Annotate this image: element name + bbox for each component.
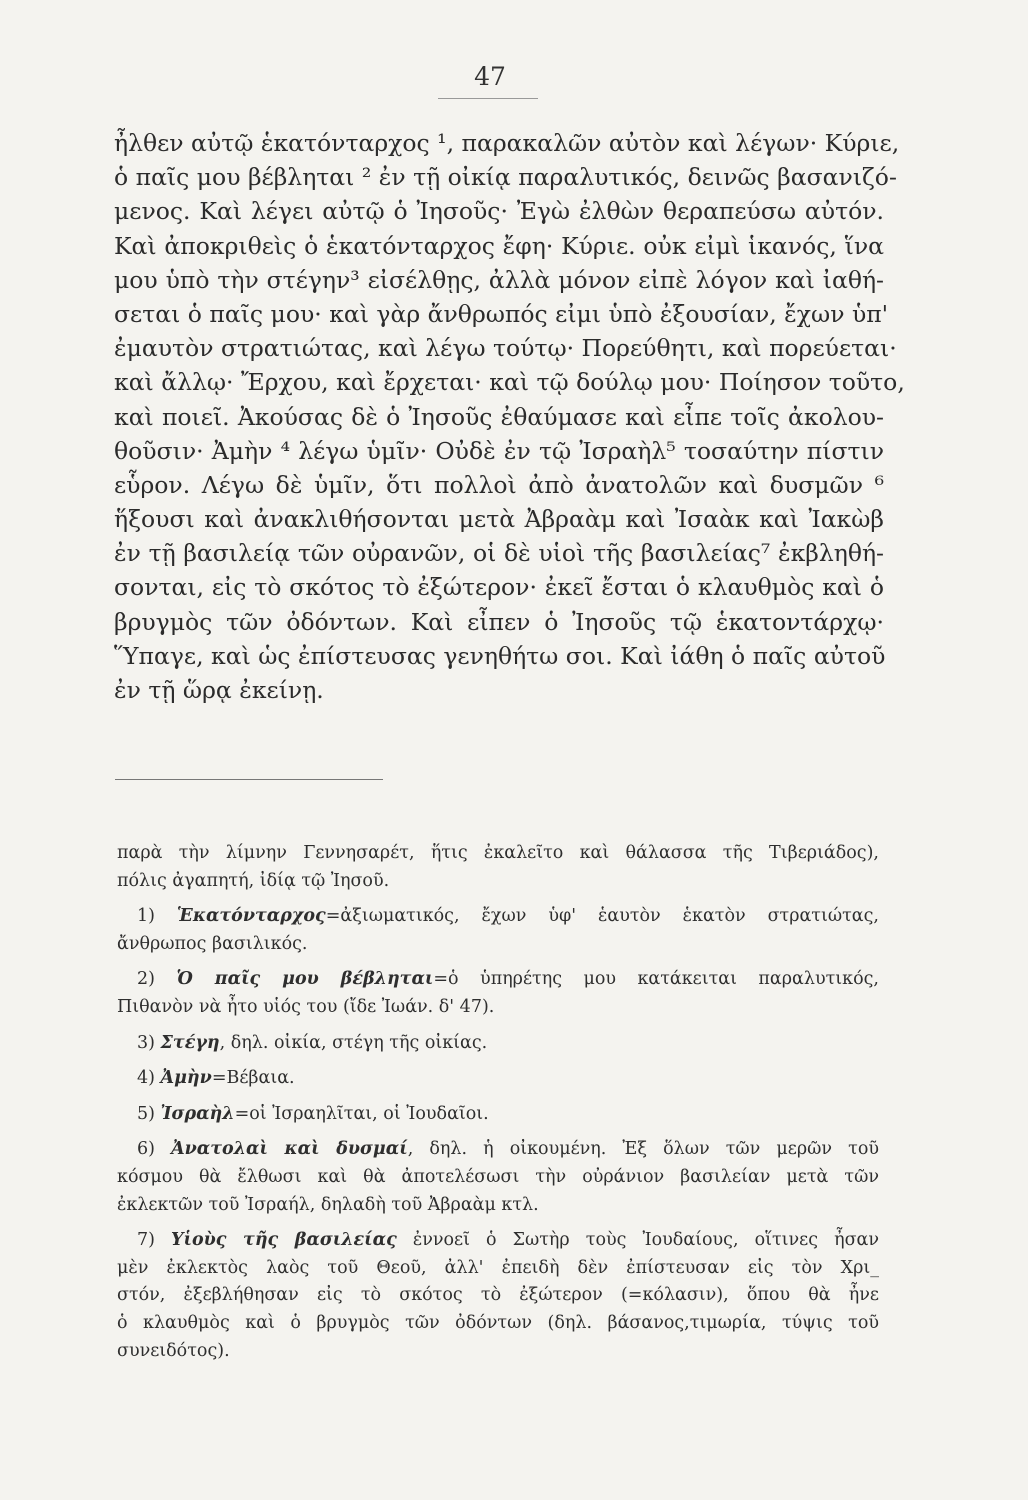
footnote-line: συνειδότος). (117, 1340, 230, 1361)
footnote-line: Πιθανὸν νὰ ἦτο υἱός του (ἴδε Ἰωάν. δ' 47). (117, 996, 495, 1017)
footnote-line: ἐκλεκτῶν τοῦ Ἰσραήλ, δηλαδὴ τοῦ Ἀβραὰμ κτλ. (117, 1194, 539, 1215)
footnote-number: 6) (137, 1139, 155, 1160)
text-line: ἐμαυτὸν στρατιώτας, καὶ λέγω τούτῳ· Πορεύθητι, καὶ πορεύεται· (114, 334, 897, 363)
footnote-text: =ἀξιωματικός, ἔχων ὑφ' ἑαυτὸν ἑκατὸν στρατιώτας, (325, 906, 879, 927)
footnote-number: 3) (137, 1032, 155, 1053)
footnote-number: 5) (137, 1103, 155, 1124)
text-line: ἐν τῇ βασιλείᾳ τῶν οὐρανῶν, οἱ δὲ υἱοὶ τῆς βασιλείας⁷ ἐκβληθή- (114, 539, 884, 568)
footnotes (117, 840, 879, 1365)
footnote-line: μὲν ἐκλεκτὸς λαὸς τοῦ Θεοῦ, ἀλλ' ἐπειδὴ δὲν ἐπίστευσαν εἰς τὸν Χρι_ (117, 1257, 879, 1278)
footnote-number: 4) (137, 1068, 155, 1089)
text-line: Καὶ ἀποκριθεὶς ὁ ἑκατόνταρχος ἔφη· Κύριε. οὐκ εἰμὶ ἱκανός, ἵνα (114, 231, 884, 260)
footnote-headword: Ὁ παῖς μου βέβληται (176, 969, 434, 990)
footnote-headword: Στέγη (160, 1032, 220, 1053)
footnote-line: ὁ κλαυθμὸς καὶ ὁ βρυγμὸς τῶν ὀδόντων (δηλ. βάσανος,τιμωρία, τύψις τοῦ (117, 1312, 879, 1333)
footnote-text: , δηλ. οἰκία, στέγη τῆς οἰκίας. (219, 1032, 488, 1053)
text-line: Ὕπαγε, καὶ ὡς ἐπίστευσας γενηθήτω σοι. Καὶ ἰάθη ὁ παῖς αὐτοῦ (114, 641, 886, 670)
text-line: ἥξουσι καὶ ἀνακλιθήσονται μετὰ Ἀβραὰμ καὶ Ἰσαὰκ καὶ Ἰακὼβ (114, 505, 884, 534)
text-line: εὗρον. Λέγω δὲ ὑμῖν, ὅτι πολλοὶ ἀπὸ ἀνατολῶν καὶ δυσμῶν ⁶ (114, 470, 884, 499)
page-number-rule (438, 98, 538, 99)
footnote-line: ἄνθρωπος βασιλικός. (117, 933, 308, 954)
footnote-text: ἐννοεῖ ὁ Σωτὴρ τοὺς Ἰουδαίους, οἵτινες ἦσαν (396, 1230, 879, 1251)
footnote-4 (117, 1065, 879, 1093)
page-number: 47 (474, 62, 506, 91)
footnote-headword: Ἑκατόνταρχος (176, 906, 326, 927)
footnote-7 (117, 1227, 879, 1365)
footnote-line (117, 1227, 879, 1255)
footnote-line (117, 903, 879, 931)
footnote-line (117, 966, 879, 994)
text-line: θοῦσιν· Ἀμὴν ⁴ λέγω ὑμῖν· Οὐδὲ ἐν τῷ Ἰσραὴλ⁵ τοσαύτην πίστιν (114, 436, 884, 465)
footnote-text: , δηλ. ἡ οἰκουμένη. Ἐξ ὅλων τῶν μερῶν τοῦ (407, 1139, 879, 1160)
text-line: ἦλθεν αὐτῷ ἑκατόνταρχος ¹, παρακαλῶν αὐτὸν καὶ λέγων· Κύριε, (114, 129, 900, 157)
footnote-line (117, 1136, 879, 1164)
text-line: σονται, εἰς τὸ σκότος τὸ ἐξώτερον· ἐκεῖ ἔσται ὁ κλαυθμὸς καὶ ὁ (114, 573, 884, 602)
footnote-line (117, 1030, 879, 1058)
footnote-2 (117, 966, 879, 1021)
footnote-line (117, 1101, 879, 1129)
footnote-1 (117, 903, 879, 958)
footnote-text: =οἱ Ἰσραηλῖται, οἱ Ἰουδαῖοι. (234, 1103, 489, 1124)
footnote-6 (117, 1136, 879, 1219)
footnote-line (117, 1065, 879, 1093)
footnote-3 (117, 1030, 879, 1058)
footnote-number: 1) (137, 906, 155, 927)
footnote-number: 7) (137, 1230, 155, 1251)
footnote-number: 2) (137, 969, 155, 990)
footnote-5 (117, 1101, 879, 1129)
text-line: ἐν τῇ ὥρᾳ ἐκείνῃ. (114, 676, 324, 704)
footnote-headword: Ἀμὴν (160, 1068, 212, 1089)
footnote-headword: Υἱοὺς τῆς βασιλείας (171, 1230, 397, 1251)
text-line: βρυγμὸς τῶν ὀδόντων. Καὶ εἶπεν ὁ Ἰησοῦς τῷ ἑκατοντάρχῳ· (114, 607, 884, 636)
footnote-intro-line: πόλις ἀγαπητή, ἰδίᾳ τῷ Ἰησοῦ. (117, 870, 390, 891)
text-line: μου ὑπὸ τὴν στέγην³ εἰσέλθῃς, ἀλλὰ μόνον εἰπὲ λόγον καὶ ἰαθή- (114, 265, 884, 294)
text-line: καὶ ποιεῖ. Ἀκούσας δὲ ὁ Ἰησοῦς ἐθαύμασε καὶ εἶπε τοῖς ἀκολου- (114, 402, 884, 431)
main-text (114, 126, 905, 707)
footnote-headword: Ἰσραὴλ (160, 1103, 235, 1124)
text-line: σεται ὁ παῖς μου· καὶ γὰρ ἄνθρωπός εἰμι ὑπὸ ἐξουσίαν, ἔχων ὑπ' (114, 299, 889, 328)
text-line: καὶ ἄλλῳ· Ἔρχου, καὶ ἔρχεται· καὶ τῷ δούλῳ μου· Ποίησον τοῦτο, (114, 368, 905, 397)
footnote-text: =Βέβαια. (211, 1068, 295, 1089)
footnote-headword: Ἀνατολαὶ καὶ δυσμαί (171, 1139, 408, 1160)
footnote-separator (115, 779, 383, 780)
text-line: ὁ παῖς μου βέβληται ² ἐν τῇ οἰκίᾳ παραλυτικός, δεινῶς βασανιζό- (114, 163, 897, 192)
footnote-line: κόσμου θὰ ἔλθωσι καὶ θὰ ἀποτελέσωσι τὴν οὐράνιον βασιλείαν μετὰ τῶν (117, 1166, 879, 1187)
footnote-line: στόν, ἐξεβλήθησαν εἰς τὸ σκότος τὸ ἐξώτερον (=κόλασιν), ὅπου θὰ ἦνε (117, 1285, 879, 1306)
text-line: μενος. Καὶ λέγει αὐτῷ ὁ Ἰησοῦς· Ἐγὼ ἐλθὼν θεραπεύσω αὐτόν. (114, 197, 884, 226)
footnote-intro-line: παρὰ τὴν λίμνην Γεννησαρέτ, ἥτις ἐκαλεῖτο καὶ θάλασσα τῆς Τιβεριάδος), (117, 843, 879, 863)
footnote-text: =ὁ ὑπηρέτης μου κατάκειται παραλυτικός, (433, 969, 879, 990)
